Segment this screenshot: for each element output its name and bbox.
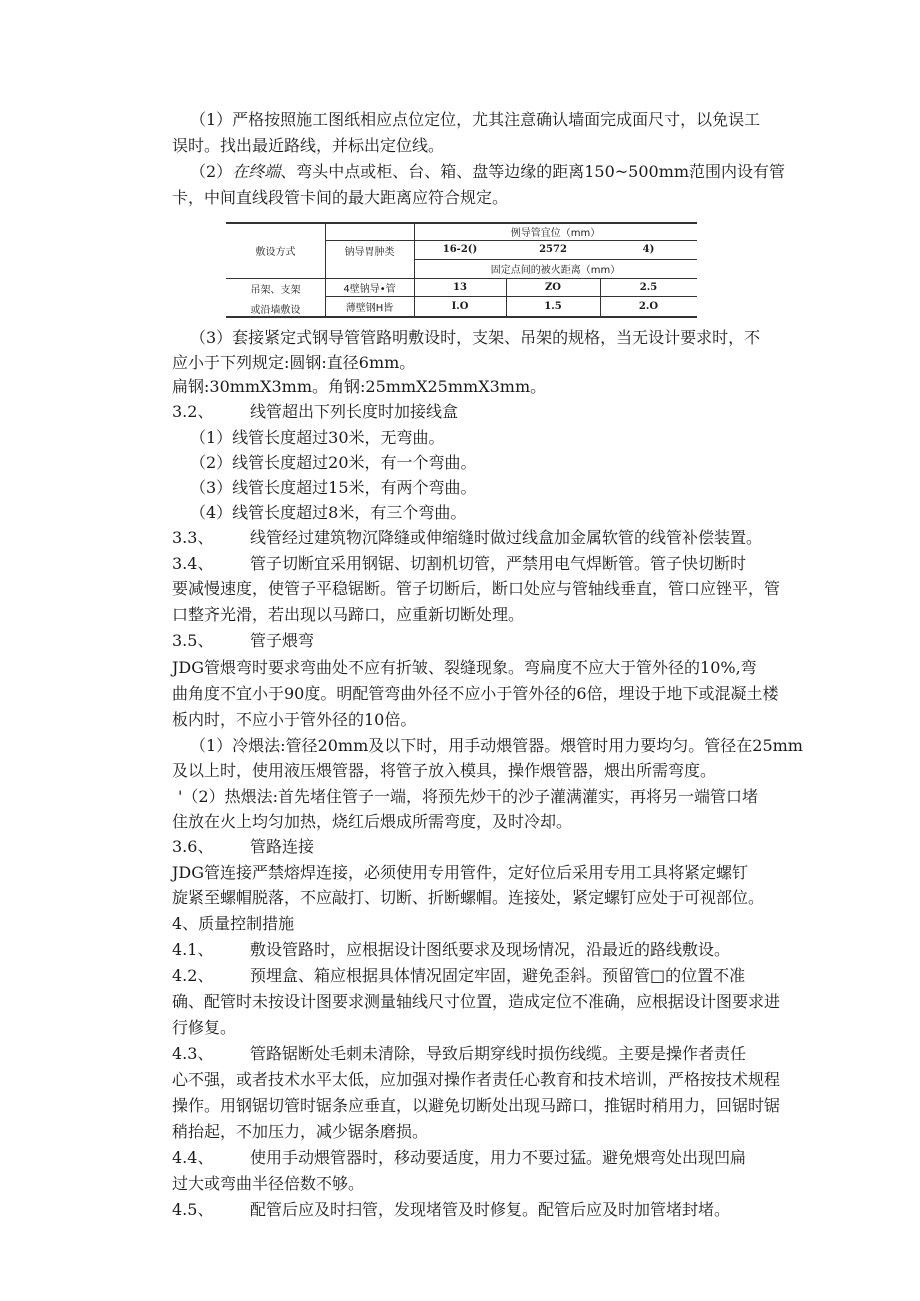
paragraph-line: 心不强，或者技术水平太低，应加强对操作者责任心教育和技术培训，严格按技术规程 <box>172 1070 781 1089</box>
list-item: （2）线管长度超过20米，有一个弯曲。 <box>190 453 477 472</box>
paragraph-line: （1）冷煨法:管径20mm及以下时，用手动煨管器。煨管时用力要均匀。管径在25mm <box>190 736 803 755</box>
section-number: 3.6、 <box>172 837 214 856</box>
header-method: 敷设方式 <box>255 246 296 258</box>
paragraph-line: '（2）热煨法:首先堵住管子一端，将预先炒干的沙子灌满灌实，再将另一端管口堵 <box>178 787 758 806</box>
row1-value-3: 2.5 <box>639 281 658 293</box>
paragraph-line: 及以上时，使用液压煨管器，将管子放入模具，操作煨管器，煨出所需弯度。 <box>172 761 717 780</box>
row-method-line2: 或沿墙敷设 <box>250 304 301 316</box>
paragraph-line: 要减慢速度，使管子平稳锯断。管子切断后，断口处应与管轴线垂直，管口应锉平，管 <box>172 579 781 598</box>
section-number: 4.1、 <box>172 940 214 959</box>
paragraph-line <box>190 161 785 183</box>
paragraph-line: 稍抬起，不加压力，减少锯条磨损。 <box>172 1122 429 1141</box>
section-text: 管子煨弯 <box>250 631 315 650</box>
section-heading-4-1 <box>172 939 730 961</box>
paragraph-line: （1）严格按照施工图纸相应点位定位，尤其注意确认墙面完成面尺寸，以免误工 <box>190 110 761 129</box>
section-heading-4-4 <box>172 1147 746 1169</box>
section-text: 管路锯断处毛刺未清除，导致后期穿线时损伤线缆。主要是操作者责任 <box>250 1044 747 1063</box>
paragraph-line: 误时。找出最近路线，并标出定位线。 <box>172 136 445 155</box>
header-size-2: 2572 <box>539 244 567 255</box>
paragraph-line: 应小于下列规定:圆钢:直径6mm。 <box>172 353 416 372</box>
section-text: 敷设管路时，应根据设计图纸要求及现场情况，沿最近的路线敷设。 <box>250 940 731 959</box>
section-text: 管路连接 <box>250 837 315 856</box>
item-number: （2） <box>190 162 233 181</box>
section-number: 3.4、 <box>172 554 214 573</box>
row1-value-2: ZO <box>544 281 561 293</box>
paragraph-line: 板内时，不应小于管外径的10倍。 <box>172 710 417 729</box>
row2-value-3: 2.O <box>638 300 659 312</box>
section-number: 4.4、 <box>172 1148 214 1167</box>
row2-value-1: I.O <box>451 300 469 312</box>
section-heading-3-2 <box>172 401 458 423</box>
section-text: 线管超出下列长度时加接线盒 <box>250 402 459 421</box>
section-text: 使用手动煨管器时，移动要适度，用力不要过猛。避免煨弯处出现凹扁 <box>250 1148 747 1167</box>
paragraph-line: JDG管连接严禁熔焊连接，必须使用专用管件，定好位后采用专用工具将紧定螺钉 <box>172 863 749 882</box>
paragraph-line: JDG管煨弯时要求弯曲处不应有折皱、裂缝现象。弯扁度不应大于管外径的10%,弯 <box>172 658 757 677</box>
row2-type: 薄壁钢H皆 <box>345 302 394 314</box>
paragraph-line: （3）套接紧定式钢导管管路明敷设时，支架、吊架的规格，当无设计要求时，不 <box>190 328 761 347</box>
section-number: 3.2、 <box>172 402 214 421</box>
list-item: （1）线管长度超过30米，无弯曲。 <box>190 428 445 447</box>
section-heading-3-3 <box>172 527 762 549</box>
section-heading-3-4 <box>172 553 746 575</box>
header-type: 钠导胃肿类 <box>344 246 395 258</box>
section-text: 管子切断宜采用钢锯、切割机切管，严禁用电气焊断管。管子快切断时 <box>250 554 747 573</box>
paragraph-line: 旋紧至螺帽脱落，不应敲打、切断、折断螺帽。连接处，紧定螺钉应处于可视部位。 <box>172 888 765 907</box>
section-number: 4.3、 <box>172 1044 214 1063</box>
row2-value-2: 1.5 <box>544 300 562 312</box>
header-size-3: 4) <box>642 244 655 255</box>
list-item: （3）线管长度超过15米，有两个弯曲。 <box>190 478 477 497</box>
section-heading-3-5 <box>172 630 314 652</box>
row1-value-1: 13 <box>453 281 467 293</box>
list-item: （4）线管长度超过8米，有三个弯曲。 <box>190 503 467 522</box>
paragraph-line: 扁钢:30mmX3mm。角钢:25mmX25mmX3mm。 <box>172 377 547 396</box>
row-method-line1: 吊架、支架 <box>250 284 301 296</box>
section-number: 3.5、 <box>172 631 214 650</box>
paragraph-line: 行修复。 <box>172 1018 237 1037</box>
section-text: 预埋盒、箱应根据具体情况固定牢固，避免歪斜。预留管□的位置不准 <box>250 966 746 985</box>
italic-phrase: 在终端 <box>232 162 281 181</box>
paragraph-line: 住放在火上均匀加热，烧红后煨成所需弯度，及时冷却。 <box>172 812 573 831</box>
paragraph-line: 过大或弯曲半径倍数不够。 <box>172 1174 365 1193</box>
paragraph-line: 口整齐光滑，若出现以马蹄口，应重新切断处理。 <box>172 605 525 624</box>
header-size-1: 16-2() <box>442 244 478 255</box>
section-text: 配管后应及时扫管，发现堵管及时修复。配管后应及时加管堵封堵。 <box>250 1200 731 1219</box>
section-heading-3-6 <box>172 836 314 858</box>
section-number: 3.3、 <box>172 528 214 547</box>
paragraph-line: 操作。用钢锯切管时锯条应垂直，以避免切断处出现马蹄口，推锯时稍用力，回锯时锯 <box>172 1096 781 1115</box>
section-number: 4.2、 <box>172 966 214 985</box>
paragraph-line: 确、配管时未按设计图要求测量轴线尺寸位置，造成定位不准确，应根据设计图要求进 <box>172 992 781 1011</box>
row1-type: 4壁钠导•管 <box>343 283 396 295</box>
header-group: 例导管宜位（mm） <box>510 227 601 239</box>
conduit-spacing-table <box>226 222 697 318</box>
paragraph-text: 、弯头中点或柜、台、箱、盘等边缘的距离150~500mm范围内设有管 <box>280 162 786 181</box>
section-heading-4-5 <box>172 1199 730 1221</box>
header-subtitle: 固定点间的被火距离（mm） <box>490 265 621 276</box>
paragraph-line: 卡，中间直线段管卡间的最大距离应符合规定。 <box>172 188 509 207</box>
section-number: 4.5、 <box>172 1200 214 1219</box>
section-text: 线管经过建筑物沉降缝或伸缩缝时做过线盒加金属软管的线管补偿装置。 <box>250 528 763 547</box>
section-heading-4-3 <box>172 1043 746 1065</box>
section-heading-4-2 <box>172 965 745 987</box>
section-heading-4: 4、质量控制措施 <box>172 914 295 933</box>
paragraph-line: 曲角度不宜小于90度。明配管弯曲外径不应小于管外径的6倍，埋设于地下或混凝土楼 <box>172 684 779 703</box>
